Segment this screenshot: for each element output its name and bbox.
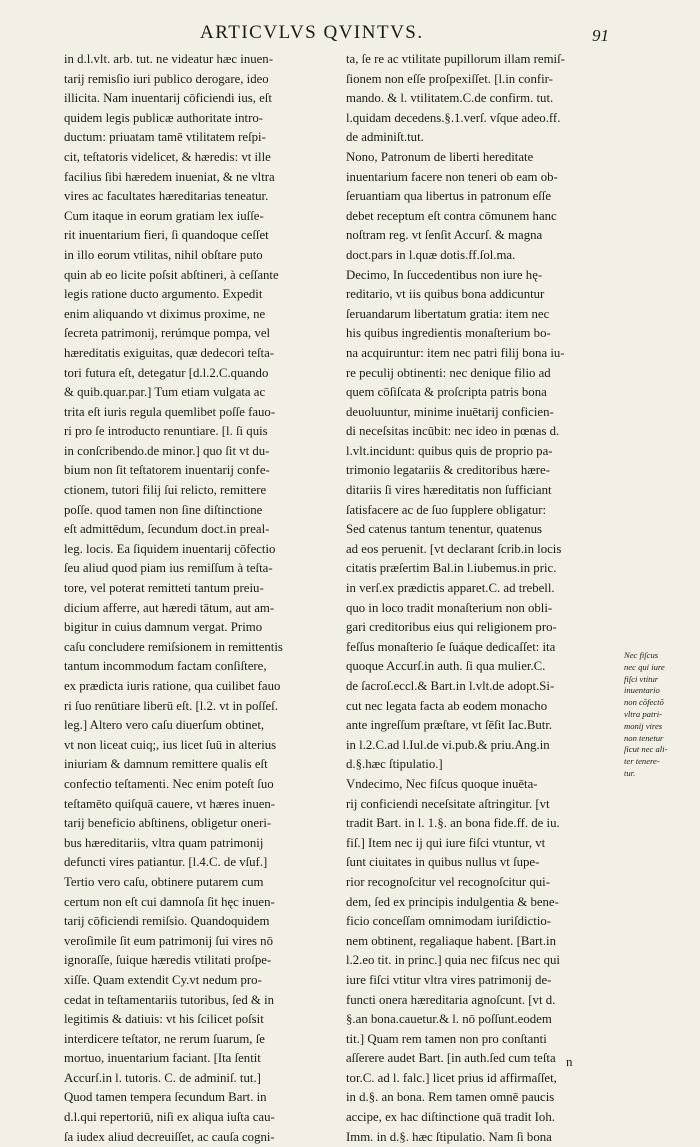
text-line: ignoraſſe, ſuique hæredis vtilitati proſpe-	[64, 953, 272, 968]
text-line: ſionem non eſſe proſpexiſſet. [l.in confir-	[346, 71, 553, 86]
text-line: iure fiſci vtitur vltra vires patrimonij de-	[346, 972, 552, 987]
text-line: re peculij obtinenti: nec denique filio ad	[346, 365, 551, 380]
text-line: dicium afferre, aut hæredi tātum, aut am-	[64, 600, 275, 615]
text-line: l.vlt.incidunt: quibus quis de proprio pa-	[346, 443, 553, 458]
catchword: n	[566, 1054, 573, 1069]
text-line: in verſ.ex prædictis apparet.C. ad trebell.	[346, 581, 555, 596]
text-line: l.quidam decedens.§.1.verſ. vſque adeo.ff.	[346, 110, 561, 125]
text-line: caſu concludere remiſsionem in remittentis	[64, 639, 283, 654]
page-number: 91	[592, 26, 609, 45]
text-line: in illo eorum vtilitas, nihil obſtare puto	[64, 247, 263, 262]
text-line: Decimo, In ſuccedentibus non iure hę-	[346, 267, 543, 282]
margin-note-line: vltra patri-	[624, 708, 662, 719]
text-line: quoque Accurſ.in auth. ſi qua mulier.C.	[346, 659, 546, 674]
text-line: ſeu aliud quod piam ius remiſſum à teſta-	[64, 561, 273, 576]
text-line: de ſacroſ.eccl.& Bart.in l.vlt.de adopt.Si-	[346, 679, 555, 693]
text-line: ri pro ſe introducto renuntiare. [l. ſi quis	[64, 424, 268, 439]
text-line: Accurſ.in l. tutoris. C. de adminiſ. tut.]	[64, 1070, 261, 1085]
text-line: interdicere teſtator, ne rerum ſuarum, ſe	[64, 1031, 265, 1046]
text-line: quem cōſiſcata & proſcripta patris bona	[346, 385, 547, 400]
margin-note-line: ſicut nec ali-	[624, 744, 668, 755]
text-line: Quod tamen tempera ſecundum Bart. in	[64, 1090, 267, 1105]
text-line: dem, ſed ex principis indulgentia & bene-	[346, 894, 559, 909]
text-line: rior recognoſcitur vel recognoſcitur qui-	[346, 874, 550, 889]
text-line: de adminiſt.tut.	[346, 130, 424, 145]
text-line: ſeruantiam qua libertus in patronum eſſe	[346, 189, 552, 204]
text-line: di neceſsitas incūbit: nec ideo in pœnas d.	[346, 424, 560, 439]
margin-note-line: ter tenere-	[624, 756, 660, 767]
text-line: ante ingreſſum præſtare, vt ſēſit Iac.Butr.	[346, 718, 553, 733]
text-line: cedat in teſtamentariis tutoribus, ſed & in	[64, 992, 275, 1007]
text-line: in d.§. an bona. Rem tamen omnē paucis	[346, 1090, 555, 1105]
text-line: Nono, Patronum de liberti hereditate	[346, 149, 534, 164]
text-line: legitimis & datiuis: vt his ſcilicet poſsit	[64, 1012, 264, 1027]
text-line: ta, ſe re ac vtilitate pupillorum illam remiſ-	[346, 52, 565, 66]
text-line: noſtram reg. vt ſenſit Accurſ. & magna	[346, 228, 543, 243]
marginal-note	[624, 650, 698, 780]
text-line: iniuriam & damnum remittere qualis eſt	[64, 757, 268, 772]
text-line: tore, vel poterat remitteti tantum preiu-	[64, 581, 264, 596]
margin-note-line: fiſci vtitur	[624, 673, 659, 684]
text-line: rit inuentarium fieri, ſi quandoque ceſſet	[64, 228, 269, 243]
text-line: certum non eſt cui damnoſa ſit hęc inuen-	[64, 894, 275, 909]
text-line: bigitur in cuius damnum vergat. Primo	[64, 620, 263, 635]
text-line: illicita. Nam inuentarij cōficiendi ius, eſt	[64, 91, 272, 106]
text-line: tori futura eſt, detegatur [d.l.2.C.quando	[64, 365, 269, 380]
text-line: rij conficiendi neceſsitate aſtringitur. [vt	[346, 796, 550, 811]
text-line: cut nec legata facta ab eodem monacho	[346, 698, 548, 713]
text-line: in conſcribendo.de minor.] quo ſit vt du-	[64, 443, 270, 458]
text-line: ſa iudex aliud decreuiſſet, ac cauſa cogni-	[64, 1129, 275, 1144]
text-line: quidem legis publicæ authoritate intro-	[64, 110, 264, 125]
margin-note-line: non tenetur	[624, 732, 664, 743]
text-line: reditario, vt iis quibus bona addicuntur	[346, 287, 545, 302]
text-line: & quib.quar.par.] Tum etiam vulgata ac	[64, 385, 266, 400]
text-line: functi onera hæreditaria agnoſcunt. [vt d.	[346, 992, 556, 1007]
text-line: l.2.eo tit. in princ.] quia nec fiſcus nec qui	[346, 953, 560, 968]
text-line: tarij beneficio abſtinens, obligetur oneri-	[64, 816, 272, 831]
text-line: cit, teſtatoris videlicet, & hæredis: vt ille	[64, 149, 271, 164]
text-line: d.l.qui repertoriū, niſi ex aliqua iuſta cau-	[64, 1110, 275, 1125]
text-line: defuncti vires patiantur. [l.4.C. de vſuf.]	[64, 855, 268, 870]
text-line: Tertio vero caſu, obtinere putarem cum	[64, 874, 264, 889]
text-line: debet receptum eſt contra cōmunem hanc	[346, 208, 557, 223]
text-line: hæreditatis exiguitas, quæ dedecori teſta-	[64, 345, 275, 360]
text-line: Sed catenus tantum tenentur, quatenus	[346, 522, 543, 537]
text-line: tarij remisſio iuri publico derogare, ideo	[64, 71, 269, 86]
text-line: aſſerere audet Bart. [in auth.ſed cum teſta	[346, 1051, 556, 1066]
text-line: ſeruandarum libertatum gratia: item nec	[346, 306, 550, 321]
text-line: leg. locis. Ea ſiquidem inuentarij cōfectio	[64, 541, 276, 556]
text-line: ſatisfacere ac de ſuo ſupplere obligatur:	[346, 502, 547, 517]
text-line: ditariis ſi vires hæreditatis non ſufficiant	[346, 483, 552, 498]
text-line: ſunt ciuitates in quibus nullus vt ſupe-	[346, 855, 540, 870]
text-line: veroſimile ſit eum patrimonij ſui vires nō	[64, 933, 273, 948]
text-line: leg.] Altero vero caſu diuerſum obtinet,	[64, 718, 265, 733]
text-line: trimonio legatariis & creditoribus hære-	[346, 463, 550, 478]
text-line: Vndecimo, Nec fiſcus quoque inuēta-	[346, 776, 538, 791]
left-column	[64, 50, 332, 1147]
text-line: ex prædicta iuris ratione, qua cuilibet fauo	[64, 679, 281, 693]
text-line: enim aliquando vt diximus proxime, ne	[64, 306, 266, 321]
text-line: ſecreta patrimonij, rerúmque pompa, vel	[64, 326, 271, 341]
text-line: tarij cōficiendi remiſsio. Quandoquidem	[64, 914, 270, 929]
text-line: tit.] Quam rem tamen non pro conſtanti	[346, 1031, 547, 1046]
text-line: eſt admittēdum, ſecundum doct.in preal-	[64, 522, 270, 537]
text-line: tor.C. ad l. falc.] licet prius id affirmaſſet,	[346, 1070, 557, 1085]
right-column	[346, 50, 616, 1147]
margin-note-line: nec qui iure	[624, 661, 665, 672]
margin-note-line: Nec fiſcus	[624, 650, 659, 660]
text-line: nem obtinent, regaliaque habent. [Bart.in	[346, 933, 557, 948]
margin-note-line: inuentario	[624, 685, 660, 696]
text-line: ductum: priuatam tamē vtilitatem reſpi-	[64, 130, 266, 145]
text-line: quin ab eo licite poſsit abſtineri, à ceſſante	[64, 267, 279, 282]
text-line: ctionem, tutori filij ſui relicto, remittere	[64, 483, 267, 498]
text-line: confectio teſtamenti. Nec enim poteſt ſuo	[64, 776, 274, 791]
text-line: bium non ſit teſtatorem inuentarij confe-	[64, 463, 270, 478]
running-head: ARTICVLVS QVINTVS.	[200, 22, 424, 43]
text-line: deuoluuntur, minime inuētarij conficien-	[346, 404, 554, 419]
text-line: §.an bona.cauetur.& l. nō poſſunt.eodem	[346, 1012, 552, 1027]
text-line: fiſ.] Item nec ij qui iure fiſci vtuntur, vt	[346, 835, 546, 850]
text-line: xiſſe. Quam extendit Cy.vt nedum pro-	[64, 972, 262, 987]
text-line: legis ratione ducto argumento. Expedit	[64, 287, 263, 302]
margin-note-line: non cōfectō	[624, 697, 664, 708]
text-line: vt non liceat cuiq;, ius licet ſuū in alterius	[64, 737, 277, 752]
text-line: in d.l.vlt. arb. tut. ne videatur hæc inuen-	[64, 52, 273, 66]
text-line: ri ſuo renūtiare liberū eſt. [l.2. vt in poſſeſ.	[64, 698, 278, 713]
text-line: na acquiruntur: item nec patri filij bona iu-	[346, 345, 565, 360]
text-line: facilius ſibi hæredem inueniat, & ne vltra	[64, 169, 275, 184]
text-line: feſſus monaſterio ſe ſuáque dedicaſſet: ita	[346, 639, 556, 654]
text-line: inuentarium facere non teneri ob eam ob-	[346, 169, 558, 184]
text-line: Cum itaque in eorum gratiam lex iuſſe-	[64, 208, 264, 223]
text-line: quo in loco tradit monaſterium non obli-	[346, 600, 553, 615]
text-line: poſſe. quod tamen non ſine diſtinctione	[64, 502, 263, 517]
text-line: citatis præſertim Bal.in l.iubemus.in pric.	[346, 561, 557, 576]
text-line: d.§.hæc ſtipulatio.]	[346, 757, 443, 772]
text-line: tradit Bart. in l. 1.§. an bona fide.ff. de iu.	[346, 816, 560, 831]
text-line: bus hæreditariis, vltra quam patrimonij	[64, 835, 264, 850]
text-line: doct.pars in l.quæ dotis.ff.ſol.ma.	[346, 247, 516, 262]
text-line: trita eſt iuris regula quemlibet poſſe fauo-	[64, 404, 276, 419]
text-line: mortuo, inuentarium faciant. [Ita ſentit	[64, 1051, 261, 1066]
text-line: ad eos peruenit. [vt declarant ſcrib.in locis	[346, 541, 562, 556]
text-line: teſtamēto quiſquā cauere, vt hæres inuen-	[64, 796, 276, 811]
text-line: accipe, ex hac diſtinctione quā tradit Ioh.	[346, 1110, 555, 1125]
margin-note-line: monij vires	[624, 720, 663, 731]
text-line: mando. & l. vtilitatem.C.de confirm. tut.	[346, 91, 554, 106]
text-line: tantum incommodum factam conſiſtere,	[64, 659, 267, 674]
text-line: ficio conceſſam omnimodam iuriſdictio-	[346, 914, 552, 929]
text-line: Imm. in d.§. hæc ſtipulatio. Nam ſi bona	[346, 1129, 552, 1144]
margin-note-line: tur.	[624, 767, 636, 778]
text-line: his quibus ingredientis monaſterium bo-	[346, 326, 551, 341]
text-line: vires ac facultates hæreditarias teneatur.	[64, 189, 269, 204]
text-line: in l.2.C.ad l.Iul.de vi.pub.& priu.Ang.in	[346, 737, 550, 752]
text-line: gari creditoribus eius qui religionem pro-	[346, 620, 557, 635]
